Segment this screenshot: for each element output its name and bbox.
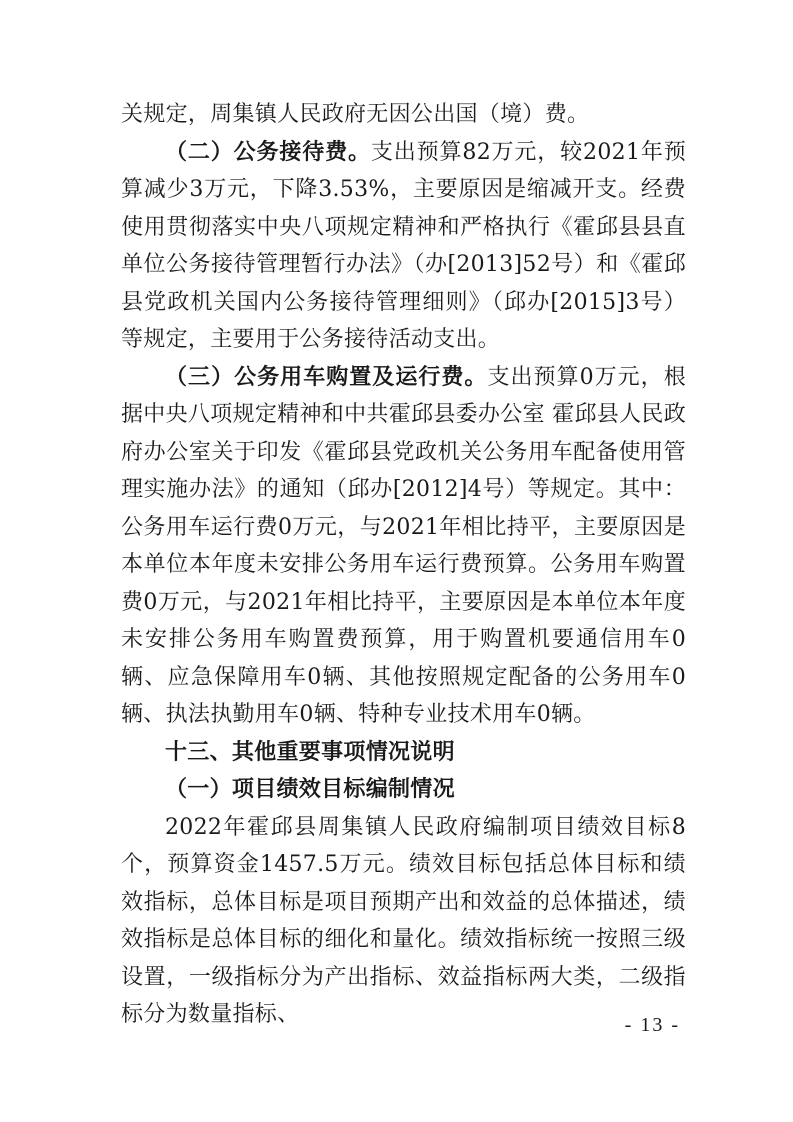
paragraph-performance-goals: 2022年霍邱县周集镇人民政府编制项目绩效目标8个，预算资金1457.5万元。绩效目标包括总体目标和绩效指标，总体目标是项目预期产出和效益的总体描述，绩效指标是总体目标的细化和量化。绩效指标统一按照三级设置，一级指标分为产出指标、效益指标两大类，二级指标分为数量指标、 (121, 814, 686, 1027)
document-body (121, 96, 686, 1034)
vehicle-expenses-text: 支出预算0万元，根据中央八项规定精神和中共霍邱县委办公室 霍邱县人民政府办公室关于印发《霍邱县党政机关公务用车配备使用管理实施办法》的通知（邱办[2012]4号）等规定。其中：公务用车运行费0万元，与2021年相比持平，主要原因是本单位本年度未安排公务用车运行费预算。公务用车购置费0万元，与2021年相比持平，主要原因是本单位本年度未安排公务用车购置费预算，用于购置机要通信用车0辆、应急保障用车0辆、其他按照规定配备的公务用车0辆、执法执勤用车0辆、特种专业技术用车0辆。 (121, 364, 687, 727)
reception-expenses-text: 支出预算82万元，较2021年预算减少3万元，下降3.53%，主要原因是缩减开支。经费使用贯彻落实中央八项规定精神和严格执行《霍邱县县直单位公务接待管理暂行办法》（办[2013]52号）和《霍邱县党政机关国内公务接待管理细则》（邱办[2015]3号）等规定，主要用于公务接待活动支出。 (121, 139, 686, 352)
reception-expenses-heading: （二）公务接待费。 (165, 139, 371, 165)
page-number: - 13 - (624, 1014, 680, 1036)
section-heading: 十三、其他重要事项情况说明 (165, 739, 455, 765)
paragraph-vehicle-expenses (121, 359, 686, 734)
vehicle-expenses-heading: （三）公务用车购置及运行费。 (165, 364, 488, 390)
subsection-heading: （一）项目绩效目标编制情况 (165, 777, 455, 802)
paragraph-continuation: 关规定，周集镇人民政府无因公出国（境）费。 (121, 102, 590, 127)
paragraph-reception-expenses (121, 134, 686, 359)
